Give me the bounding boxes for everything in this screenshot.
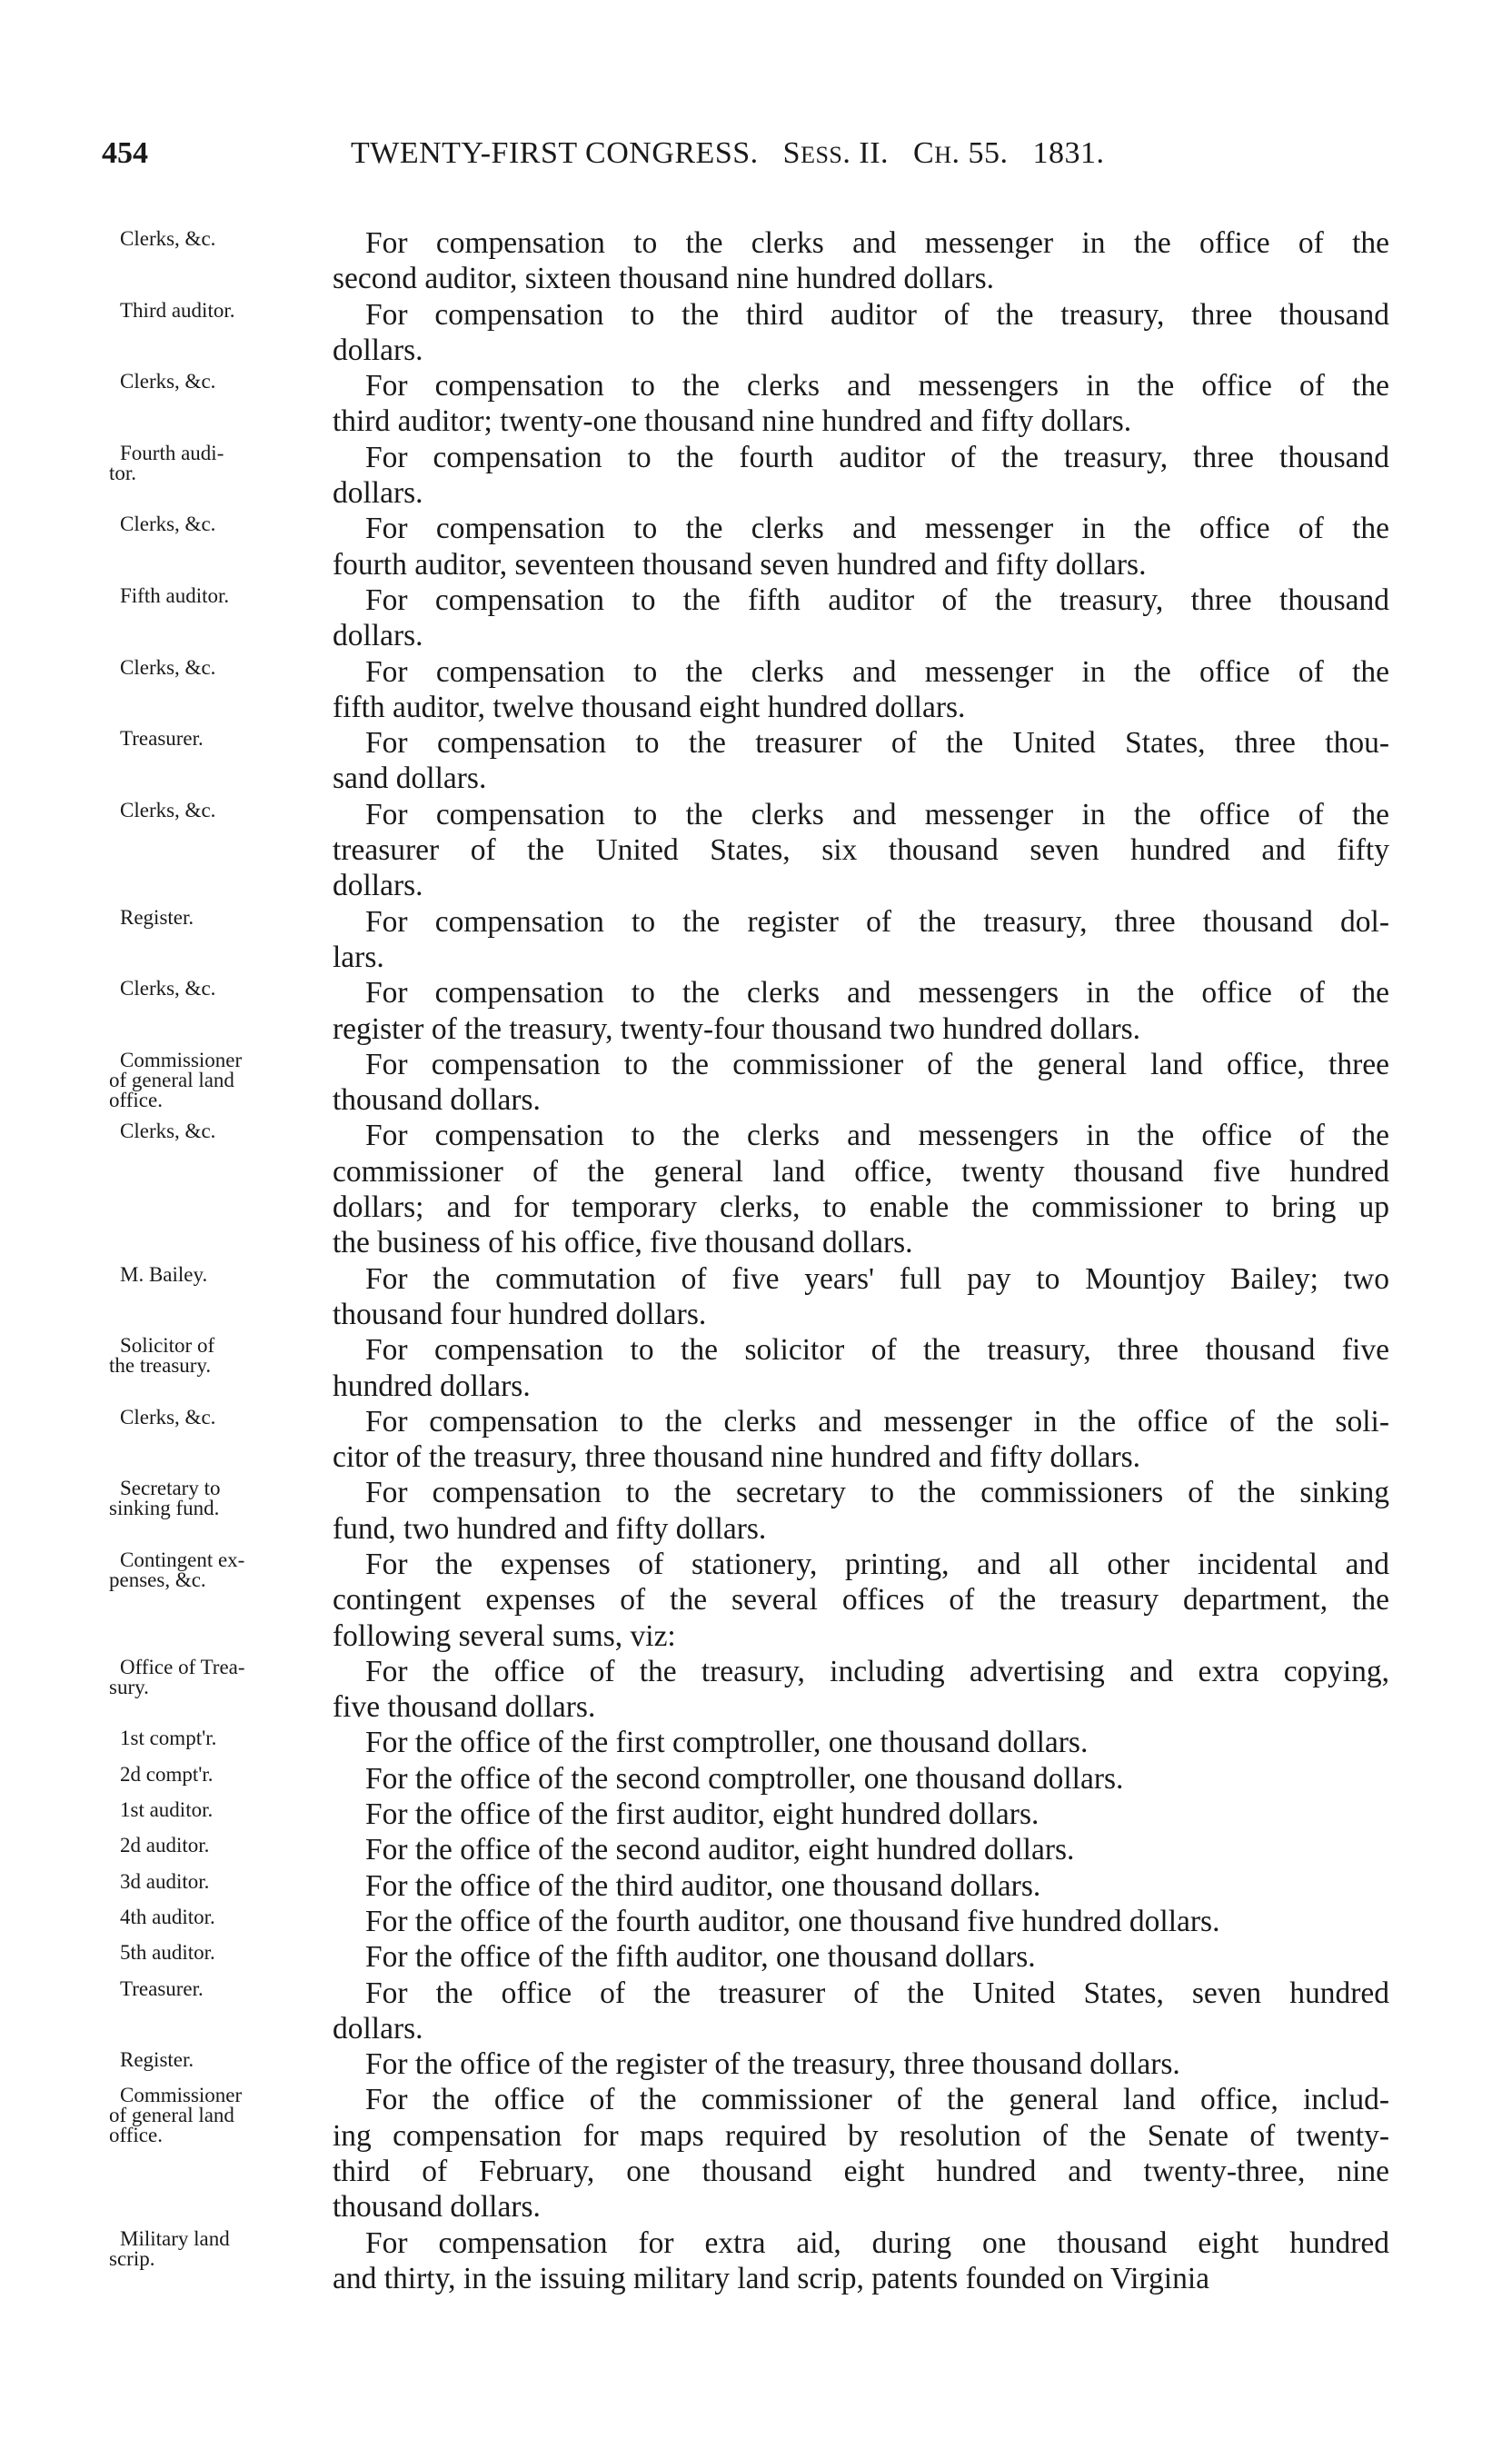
entry-text bbox=[333, 1261, 1389, 1333]
margin-note-line: Commissioner bbox=[120, 2084, 243, 2107]
text-line: commissioner of the general land office, twenty thousand five hundred bbox=[333, 1154, 1389, 1189]
margin-note-line: penses, &c. bbox=[109, 1568, 206, 1591]
margin-note bbox=[109, 2226, 316, 2270]
margin-note-line: Military land bbox=[120, 2226, 230, 2250]
appropriation-entry bbox=[0, 1832, 1512, 1867]
appropriation-entry bbox=[0, 1797, 1512, 1832]
margin-note-line: 5th auditor. bbox=[120, 1941, 215, 1965]
margin-note bbox=[109, 1836, 316, 1856]
chapter-prefix: C bbox=[913, 136, 935, 170]
text-line: fifth auditor, twelve thousand eight hundred dollars. bbox=[333, 690, 966, 724]
entry-text bbox=[333, 1976, 1389, 2047]
margin-note bbox=[109, 1405, 316, 1429]
text-line: For the office of the first auditor, eight hundred dollars. bbox=[365, 1797, 1040, 1832]
margin-note-line: Clerks, &c. bbox=[120, 370, 216, 393]
entry-text bbox=[333, 440, 1389, 512]
margin-note bbox=[109, 1800, 316, 1820]
margin-note-line: 1st auditor. bbox=[120, 1798, 214, 1822]
text-line: five thousand dollars. bbox=[333, 1690, 596, 1725]
appropriation-entry bbox=[0, 2225, 1512, 2297]
chapter-small: H bbox=[934, 142, 952, 168]
margin-note-line: 1st compt'r. bbox=[120, 1727, 217, 1750]
text-line: ing compensation for maps required by resolution of the Senate of twenty- bbox=[333, 2118, 1389, 2153]
chapter-number: . 55. bbox=[951, 136, 1009, 170]
margin-note-line: Clerks, &c. bbox=[120, 1120, 216, 1143]
appropriation-entry bbox=[0, 1404, 1512, 1476]
appropriation-entry bbox=[0, 1761, 1512, 1797]
chapter-label bbox=[913, 136, 1008, 170]
margin-note-line: sury. bbox=[109, 1675, 149, 1698]
margin-note-line: the treasury. bbox=[109, 1354, 212, 1378]
margin-note-line: of general land bbox=[109, 1068, 234, 1091]
margin-note bbox=[109, 1762, 316, 1786]
entry-text bbox=[333, 582, 1389, 654]
margin-note bbox=[109, 979, 316, 999]
text-line: contingent expenses of the several offices of the treasury department, the bbox=[333, 1583, 1389, 1618]
text-line: For compensation to the clerks and messenger in the office of the bbox=[365, 797, 1389, 831]
entry-text bbox=[333, 1475, 1389, 1547]
entry-text bbox=[333, 1904, 1389, 1939]
margin-note-line: of general land bbox=[109, 2104, 234, 2127]
appropriation-entry bbox=[0, 975, 1512, 1047]
text-line: thousand dollars. bbox=[333, 2190, 541, 2225]
appropriation-entry bbox=[0, 2082, 1512, 2225]
entry-text bbox=[333, 1939, 1389, 1975]
margin-note-line: Fifth auditor. bbox=[120, 583, 230, 607]
margin-note bbox=[109, 1655, 316, 1698]
text-line: For compensation to the clerks and messenger in the office of the soli- bbox=[365, 1404, 1389, 1439]
text-line: thousand dollars. bbox=[333, 1083, 541, 1118]
margin-note-line: office. bbox=[109, 2124, 163, 2147]
margin-note-line: Treasurer. bbox=[120, 1976, 204, 2000]
year: 1831. bbox=[1032, 136, 1105, 170]
text-line: For compensation for extra aid, during one thousand eight hundred bbox=[365, 2225, 1389, 2260]
margin-note bbox=[109, 1262, 316, 1286]
page-number: 454 bbox=[102, 136, 148, 170]
text-line: dollars. bbox=[333, 333, 423, 367]
margin-note-line: Clerks, &c. bbox=[120, 513, 216, 536]
text-line: For the expenses of stationery, printing, and all other incidental and bbox=[365, 1547, 1389, 1581]
appropriation-entry bbox=[0, 1332, 1512, 1404]
margin-note bbox=[109, 1907, 316, 1927]
text-line: For the office of the treasurer of the United States, seven hundred bbox=[365, 1976, 1389, 2010]
appropriation-entry bbox=[0, 654, 1512, 726]
entry-text bbox=[333, 2082, 1389, 2225]
margin-note bbox=[109, 298, 316, 322]
entry-text bbox=[333, 1047, 1389, 1119]
text-line: For the office of the register of the treasury, three thousand dollars. bbox=[365, 2047, 1180, 2082]
running-header bbox=[0, 136, 1512, 182]
margin-note-line: Third auditor. bbox=[120, 298, 235, 322]
margin-note bbox=[109, 1336, 316, 1376]
text-line: For compensation to the clerks and messenger in the office of the bbox=[365, 512, 1389, 546]
margin-note-line: M. Bailey. bbox=[120, 1262, 208, 1286]
entry-text bbox=[333, 1547, 1389, 1654]
margin-note-line: Clerks, &c. bbox=[120, 977, 216, 1000]
session-small: ESS bbox=[801, 142, 843, 168]
appropriation-entries bbox=[0, 225, 1512, 2296]
margin-note bbox=[109, 2050, 316, 2070]
margin-note bbox=[109, 655, 316, 679]
text-line: fourth auditor, seventeen thousand seven hundred and fifty dollars. bbox=[333, 547, 1147, 582]
entry-text bbox=[333, 1868, 1389, 1904]
entry-text bbox=[333, 725, 1389, 797]
margin-note-line: Clerks, &c. bbox=[120, 227, 216, 250]
margin-note bbox=[109, 2086, 316, 2145]
text-line: For the office of the fourth auditor, one thousand five hundred dollars. bbox=[365, 1904, 1220, 1938]
entry-text bbox=[333, 1761, 1389, 1797]
entry-text bbox=[333, 975, 1389, 1047]
margin-note bbox=[109, 1976, 316, 2000]
margin-note bbox=[109, 1050, 316, 1110]
entry-text bbox=[333, 1118, 1389, 1260]
margin-note bbox=[109, 1728, 316, 1748]
margin-note bbox=[109, 905, 316, 929]
text-line: sand dollars. bbox=[333, 762, 487, 796]
text-line: For compensation to the clerks and messengers in the office of the bbox=[365, 369, 1389, 403]
entry-text bbox=[333, 904, 1389, 976]
text-line: citor of the treasury, three thousand nine hundred and fifty dollars. bbox=[333, 1440, 1141, 1475]
appropriation-entry bbox=[0, 1261, 1512, 1333]
text-line: For compensation to the solicitor of the treasury, three thousand five bbox=[365, 1333, 1389, 1368]
text-line: For compensation to the register of the treasury, three thousand dol- bbox=[365, 904, 1389, 939]
margin-note-line: Clerks, &c. bbox=[120, 1405, 216, 1429]
congress-title: TWENTY-FIRST CONGRESS. bbox=[351, 136, 759, 170]
text-line: dollars. bbox=[333, 476, 423, 511]
text-line: For the office of the fifth auditor, one thousand dollars. bbox=[365, 1940, 1036, 1975]
text-line: third auditor; twenty-one thousand nine hundred and fifty dollars. bbox=[333, 404, 1132, 439]
margin-note-line: Register. bbox=[120, 2048, 194, 2072]
margin-note bbox=[109, 443, 316, 483]
text-line: For the office of the commissioner of the general land office, includ- bbox=[365, 2083, 1389, 2117]
entry-text bbox=[333, 1725, 1389, 1760]
text-line: hundred dollars. bbox=[333, 1369, 531, 1403]
entry-text bbox=[333, 1797, 1389, 1832]
appropriation-entry bbox=[0, 1654, 1512, 1726]
text-line: For the office of the second comptroller, one thousand dollars. bbox=[365, 1761, 1124, 1796]
running-title bbox=[351, 136, 1105, 171]
appropriation-entry bbox=[0, 1047, 1512, 1119]
text-line: following several sums, viz: bbox=[333, 1618, 676, 1653]
margin-note-line: 2d auditor. bbox=[120, 1834, 210, 1857]
text-line: For the office of the first comptroller, one thousand dollars. bbox=[365, 1726, 1089, 1760]
session-label bbox=[783, 136, 889, 170]
text-line: For compensation to the clerks and messengers in the office of the bbox=[365, 976, 1389, 1010]
appropriation-entry bbox=[0, 1725, 1512, 1760]
entry-text bbox=[333, 297, 1389, 369]
text-line: dollars. bbox=[333, 619, 423, 653]
text-line: For the office of the second auditor, eight hundred dollars. bbox=[365, 1833, 1075, 1867]
entry-text bbox=[333, 1404, 1389, 1476]
appropriation-entry bbox=[0, 1976, 1512, 2047]
margin-note bbox=[109, 514, 316, 534]
margin-note-line: 4th auditor. bbox=[120, 1905, 215, 1928]
appropriation-entry bbox=[0, 511, 1512, 582]
text-line: For compensation to the third auditor of the treasury, three thousand bbox=[365, 297, 1389, 332]
margin-note-line: Fourth audi- bbox=[120, 441, 224, 464]
text-line: For compensation to the fourth auditor of the treasury, three thousand bbox=[365, 440, 1389, 474]
text-line: register of the treasury, twenty-four thousand two hundred dollars. bbox=[333, 1011, 1141, 1046]
margin-note bbox=[109, 1478, 316, 1518]
entry-text bbox=[333, 1832, 1389, 1867]
margin-note bbox=[109, 729, 316, 749]
text-line: and thirty, in the issuing military land scrip, patents founded on Virginia bbox=[333, 2261, 1210, 2295]
entry-text bbox=[333, 2225, 1389, 2297]
margin-note-line: sinking fund. bbox=[109, 1497, 220, 1520]
margin-note-line: Treasurer. bbox=[120, 727, 204, 751]
margin-note bbox=[109, 1869, 316, 1893]
appropriation-entry bbox=[0, 904, 1512, 976]
margin-note bbox=[109, 1550, 316, 1590]
session-number: . II. bbox=[842, 136, 890, 170]
margin-note-line: Register. bbox=[120, 905, 194, 929]
text-line: dollars; and for temporary clerks, to enable the commissioner to bring up bbox=[333, 1190, 1389, 1225]
appropriation-entry bbox=[0, 725, 1512, 797]
margin-note-line: tor. bbox=[109, 461, 137, 484]
entry-text bbox=[333, 511, 1389, 582]
appropriation-entry bbox=[0, 440, 1512, 512]
margin-note bbox=[109, 372, 316, 392]
appropriation-entry bbox=[0, 225, 1512, 297]
margin-note bbox=[109, 583, 316, 607]
margin-note bbox=[109, 798, 316, 821]
appropriation-entry bbox=[0, 1475, 1512, 1547]
text-line: For compensation to the treasurer of the United States, three thou- bbox=[365, 726, 1389, 761]
text-line: the business of his office, five thousand dollars. bbox=[333, 1226, 913, 1260]
appropriation-entry bbox=[0, 797, 1512, 904]
margin-note-line: 2d compt'r. bbox=[120, 1762, 214, 1786]
appropriation-entry bbox=[0, 582, 1512, 654]
margin-note-line: Clerks, &c. bbox=[120, 655, 216, 679]
margin-note bbox=[109, 1121, 316, 1141]
margin-note bbox=[109, 1943, 316, 1963]
text-line: treasurer of the United States, six thousand seven hundred and fifty bbox=[333, 833, 1389, 868]
margin-note-line: Solicitor of bbox=[120, 1334, 215, 1358]
text-line: For compensation to the clerks and messengers in the office of the bbox=[365, 1119, 1389, 1153]
text-line: For the office of the third auditor, one thousand dollars. bbox=[365, 1868, 1041, 1903]
text-line: thousand four hundred dollars. bbox=[333, 1297, 707, 1331]
entry-text bbox=[333, 654, 1389, 726]
appropriation-entry bbox=[0, 1118, 1512, 1260]
appropriation-entry bbox=[0, 2046, 1512, 2082]
appropriation-entry bbox=[0, 1904, 1512, 1939]
session-prefix: S bbox=[782, 136, 801, 170]
appropriation-entry bbox=[0, 297, 1512, 369]
margin-note-line: scrip. bbox=[109, 2246, 155, 2270]
text-line: For the commutation of five years' full pay to Mountjoy Bailey; two bbox=[365, 1261, 1389, 1296]
margin-note-line: Commissioner bbox=[120, 1048, 243, 1071]
text-line: dollars. bbox=[333, 2011, 423, 2046]
text-line: dollars. bbox=[333, 869, 423, 903]
text-line: For compensation to the secretary to the commissioners of the sinking bbox=[365, 1476, 1389, 1510]
entry-text bbox=[333, 2046, 1389, 2082]
margin-note bbox=[109, 229, 316, 249]
text-line: For compensation to the commissioner of the general land office, three bbox=[365, 1047, 1389, 1081]
text-line: third of February, one thousand eight hundred and twenty-three, nine bbox=[333, 2155, 1389, 2189]
appropriation-entry bbox=[0, 1868, 1512, 1904]
margin-note-line: office. bbox=[109, 1088, 163, 1111]
margin-note-line: Secretary to bbox=[120, 1477, 221, 1500]
text-line: lars. bbox=[333, 940, 384, 974]
entry-text bbox=[333, 1654, 1389, 1726]
text-line: second auditor, sixteen thousand nine hundred dollars. bbox=[333, 262, 995, 296]
text-line: For compensation to the clerks and messenger in the office of the bbox=[365, 226, 1389, 260]
entry-text bbox=[333, 797, 1389, 904]
text-line: For the office of the treasury, including advertising and extra copying, bbox=[365, 1654, 1389, 1688]
text-line: For compensation to the clerks and messenger in the office of the bbox=[365, 654, 1389, 689]
margin-note-line: Contingent ex- bbox=[120, 1548, 245, 1571]
entry-text bbox=[333, 368, 1389, 440]
appropriation-entry bbox=[0, 1547, 1512, 1654]
entry-text bbox=[333, 225, 1389, 297]
entry-text bbox=[333, 1332, 1389, 1404]
margin-note-line: Office of Trea- bbox=[120, 1655, 245, 1678]
margin-note-line: 3d auditor. bbox=[120, 1869, 210, 1893]
appropriation-entry bbox=[0, 368, 1512, 440]
appropriation-entry bbox=[0, 1939, 1512, 1975]
text-line: For compensation to the fifth auditor of the treasury, three thousand bbox=[365, 582, 1389, 617]
text-line: fund, two hundred and fifty dollars. bbox=[333, 1511, 767, 1546]
margin-note-line: Clerks, &c. bbox=[120, 798, 216, 821]
